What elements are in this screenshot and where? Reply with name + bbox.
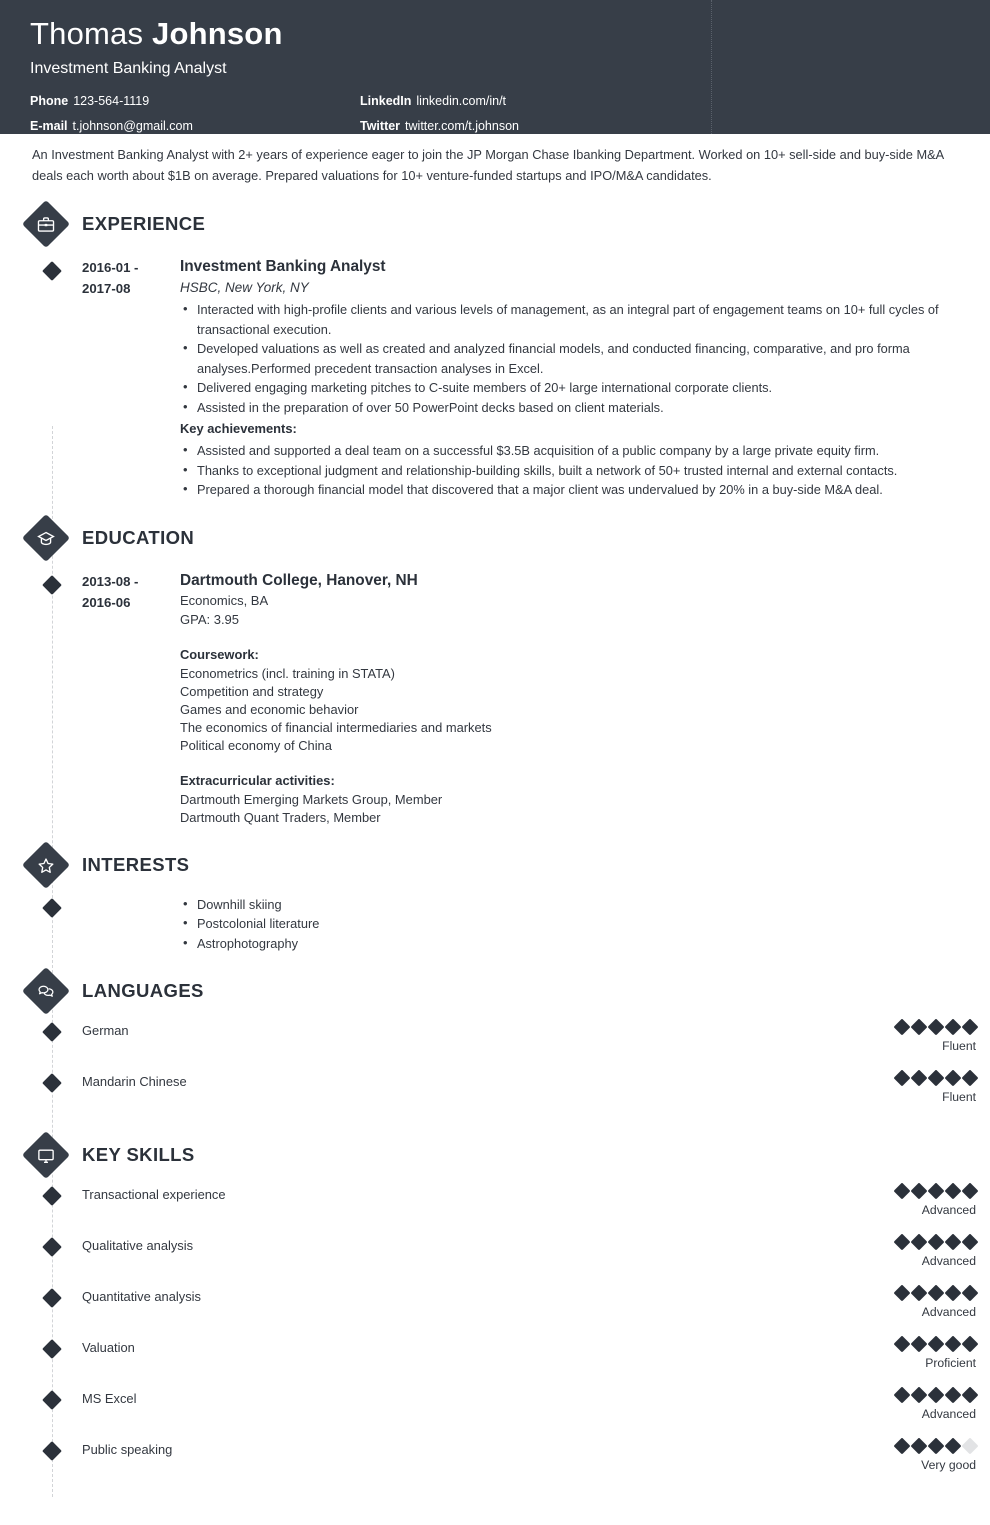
list-item: • Assisted and supported a deal team on a successful $3.5B acquisition of a public company by a large private equity firm. <box>180 441 970 461</box>
contact-linkedin-value[interactable]: linkedin.com/in/t <box>416 94 507 108</box>
skill-name: Transactional experience <box>82 1187 226 1202</box>
interests-entry <box>0 893 990 954</box>
rating-diamond <box>945 1019 962 1036</box>
rating-dots <box>856 1019 976 1035</box>
skill-row <box>0 1387 990 1434</box>
skill-rating-group <box>856 1285 976 1321</box>
education-dates <box>82 570 180 613</box>
extracurricular-list <box>180 791 970 827</box>
section-header-education <box>0 514 990 562</box>
rating-diamond <box>894 1183 911 1200</box>
language-name: German <box>82 1023 129 1038</box>
section-languages <box>0 967 990 1117</box>
extracurricular-heading: Extracurricular activities: <box>180 772 335 788</box>
rating-diamond <box>928 1070 945 1087</box>
rating-diamond <box>928 1183 945 1200</box>
list-item: • Astrophotography <box>180 934 970 954</box>
rating-diamond-empty <box>962 1438 979 1455</box>
experience-dates <box>82 256 180 299</box>
section-title-languages: LANGUAGES <box>82 980 204 1001</box>
list-item: Econometrics (incl. training in STATA) <box>180 665 395 681</box>
contact-twitter-label: Twitter <box>360 119 401 133</box>
timeline-marker <box>42 1390 62 1410</box>
skill-rating-group <box>856 1387 976 1423</box>
rating-dots <box>856 1336 976 1352</box>
education-degree: Economics, BA <box>180 592 269 608</box>
rating-diamond <box>894 1019 911 1036</box>
timeline-marker <box>42 575 62 595</box>
contact-phone-value: 123-564-1119 <box>73 94 150 108</box>
rating-diamond <box>962 1070 979 1087</box>
graduation-cap-icon <box>22 513 70 561</box>
resume-body <box>0 200 990 1525</box>
experience-date-start: 2016-01 - <box>82 260 139 275</box>
skill-rating-group <box>856 1234 976 1270</box>
rating-dots <box>856 1285 976 1301</box>
rating-dots <box>856 1070 976 1086</box>
rating-diamond <box>928 1285 945 1302</box>
page-title <box>30 14 960 54</box>
list-item: Dartmouth Emerging Markets Group, Member <box>180 791 443 807</box>
coursework-heading: Coursework: <box>180 646 259 662</box>
list-item: • Postcolonial literature <box>180 914 970 934</box>
skill-row <box>0 1336 990 1383</box>
section-header-interests <box>0 841 990 889</box>
timeline-marker <box>42 1339 62 1359</box>
language-level: Fluent <box>942 1090 976 1104</box>
skill-name: Public speaking <box>82 1442 173 1457</box>
star-icon <box>22 840 70 888</box>
contact-twitter-value[interactable]: twitter.com/t.johnson <box>405 119 519 133</box>
rating-diamond <box>911 1234 928 1251</box>
interests-spacer <box>82 893 180 894</box>
timeline-marker <box>42 1288 62 1308</box>
list-item: Competition and strategy <box>180 683 324 699</box>
section-header-key-skills <box>0 1131 990 1179</box>
timeline-marker <box>42 1022 62 1042</box>
rating-diamond <box>945 1336 962 1353</box>
education-school: Dartmouth College, Hanover, NH <box>180 571 418 589</box>
briefcase-icon <box>22 200 70 248</box>
education-date-end: 2016-06 <box>82 594 131 610</box>
rating-diamond <box>911 1438 928 1455</box>
rating-diamond <box>911 1285 928 1302</box>
skill-row <box>0 1183 990 1230</box>
rating-diamond <box>911 1387 928 1404</box>
list-item: • Prepared a thorough financial model that discovered that a major client was undervalued by 20% in a buy-side M&A deal. <box>180 480 970 500</box>
rating-diamond <box>962 1019 979 1036</box>
rating-diamond <box>962 1285 979 1302</box>
language-row <box>0 1019 990 1066</box>
education-gpa: GPA: 3.95 <box>180 611 240 627</box>
rating-diamond <box>945 1070 962 1087</box>
rating-diamond <box>928 1438 945 1455</box>
rating-diamond <box>962 1336 979 1353</box>
section-title-interests: INTERESTS <box>82 853 190 875</box>
section-title-education: EDUCATION <box>82 526 195 548</box>
timeline-marker <box>42 1441 62 1461</box>
skill-level: Very good <box>921 1458 976 1472</box>
list-item: • Assisted in the preparation of over 50 PowerPoint decks based on client materials. <box>180 398 970 418</box>
experience-entry <box>0 256 990 500</box>
job-title: Investment Banking Analyst <box>30 60 227 77</box>
rating-diamond <box>911 1070 928 1087</box>
interests-list <box>180 895 970 954</box>
list-item: • Developed valuations as well as created and analyzed financial models, and conducted financing, comparative, and pro forma analyses.Performed precedent transaction analyses in Excel. <box>180 339 970 378</box>
contact-twitter[interactable] <box>360 118 960 134</box>
list-item: Dartmouth Quant Traders, Member <box>180 809 381 825</box>
key-achievements-heading: Key achievements: <box>180 421 297 436</box>
rating-diamond <box>911 1019 928 1036</box>
education-entry <box>0 570 990 827</box>
timeline-marker <box>42 1073 62 1093</box>
monitor-icon <box>22 1131 70 1179</box>
section-key-skills <box>0 1131 990 1485</box>
rating-diamond <box>945 1234 962 1251</box>
rating-diamond <box>894 1070 911 1087</box>
skill-rating-group <box>856 1336 976 1372</box>
section-title-experience: EXPERIENCE <box>82 213 206 234</box>
skill-level: Advanced <box>921 1305 976 1319</box>
rating-diamond <box>928 1336 945 1353</box>
experience-bullets <box>180 300 970 417</box>
skill-level: Advanced <box>921 1203 976 1217</box>
experience-job-title: Investment Banking Analyst <box>180 258 386 275</box>
rating-diamond <box>945 1285 962 1302</box>
education-date-start: 2013-08 - <box>82 573 139 589</box>
rating-diamond <box>945 1183 962 1200</box>
rating-diamond <box>911 1183 928 1200</box>
skill-name: MS Excel <box>82 1391 137 1406</box>
section-interests <box>0 841 990 954</box>
rating-diamond <box>962 1234 979 1251</box>
rating-diamond <box>894 1285 911 1302</box>
timeline-marker <box>42 1237 62 1257</box>
skill-row <box>0 1234 990 1281</box>
rating-diamond <box>894 1438 911 1455</box>
rating-dots <box>856 1183 976 1199</box>
timeline-marker <box>42 898 62 918</box>
skill-level: Advanced <box>921 1254 976 1268</box>
skill-rating-group <box>856 1438 976 1474</box>
skill-level: Proficient <box>925 1356 976 1370</box>
rating-diamond <box>894 1234 911 1251</box>
timeline-marker <box>42 261 62 281</box>
rating-diamond <box>911 1336 928 1353</box>
contact-email[interactable] <box>30 118 360 134</box>
experience-company: HSBC, New York, NY <box>180 280 309 295</box>
list-item: Games and economic behavior <box>180 701 359 717</box>
experience-date-end: 2017-08 <box>82 281 131 296</box>
rating-diamond <box>894 1387 911 1404</box>
contact-linkedin[interactable] <box>360 93 960 109</box>
contact-email-label: E-mail <box>30 119 68 133</box>
experience-achievements <box>180 441 970 500</box>
skill-rating-group <box>856 1183 976 1219</box>
list-item: The economics of financial intermediaries and markets <box>180 719 492 735</box>
coursework-list <box>180 665 970 755</box>
language-name: Mandarin Chinese <box>82 1074 187 1089</box>
rating-diamond <box>962 1183 979 1200</box>
rating-diamond <box>962 1387 979 1404</box>
last-name: Johnson <box>152 16 283 51</box>
section-header-languages <box>0 967 990 1015</box>
list-item: • Downhill skiing <box>180 895 970 915</box>
first-name: Thomas <box>30 16 144 51</box>
contact-details <box>30 93 960 134</box>
skill-row <box>0 1438 990 1485</box>
section-experience <box>0 200 990 500</box>
contact-linkedin-label: LinkedIn <box>360 94 412 108</box>
skill-name: Quantitative analysis <box>82 1289 201 1304</box>
list-item: • Delivered engaging marketing pitches to C-suite members of 20+ large international corporate clients. <box>180 378 970 398</box>
language-level: Fluent <box>942 1039 976 1053</box>
rating-dots <box>856 1438 976 1454</box>
rating-diamond <box>945 1387 962 1404</box>
rating-diamond <box>928 1387 945 1404</box>
skill-name: Valuation <box>82 1340 135 1355</box>
list-item: Political economy of China <box>180 737 332 753</box>
resume-header <box>0 0 990 134</box>
section-title-key-skills: KEY SKILLS <box>82 1144 195 1165</box>
language-rating-group <box>856 1019 976 1055</box>
section-header-experience <box>0 200 990 248</box>
contact-email-value[interactable]: t.johnson@gmail.com <box>72 119 193 133</box>
list-item: • Thanks to exceptional judgment and relationship-building skills, built a network of 50+ trusted internal and external contacts. <box>180 461 970 481</box>
header-divider <box>711 0 712 134</box>
skill-level: Advanced <box>921 1407 976 1421</box>
rating-diamond <box>928 1019 945 1036</box>
rating-diamond <box>894 1336 911 1353</box>
speech-bubble-icon <box>22 967 70 1015</box>
language-row <box>0 1070 990 1117</box>
contact-phone-label: Phone <box>30 94 69 108</box>
language-rating-group <box>856 1070 976 1106</box>
skill-name: Qualitative analysis <box>82 1238 194 1253</box>
skill-row <box>0 1285 990 1332</box>
rating-dots <box>856 1234 976 1250</box>
rating-diamond <box>945 1438 962 1455</box>
section-education <box>0 514 990 827</box>
rating-diamond <box>928 1234 945 1251</box>
list-item: • Interacted with high-profile clients and various levels of management, as an integral part of engagement teams on 10+ full cycles of transactional execution. <box>180 300 970 339</box>
timeline-marker <box>42 1186 62 1206</box>
professional-summary: An Investment Banking Analyst with 2+ years of experience eager to join the JP Morgan Chase Ibanking Department. Worked on 10+ sell-side and buy-side M&A deals each worth about $1B on average. Prepared valuations for 10+ venture-funded startups and IPO/M&A candidates. <box>32 147 944 183</box>
contact-phone <box>30 93 360 109</box>
rating-dots <box>856 1387 976 1403</box>
